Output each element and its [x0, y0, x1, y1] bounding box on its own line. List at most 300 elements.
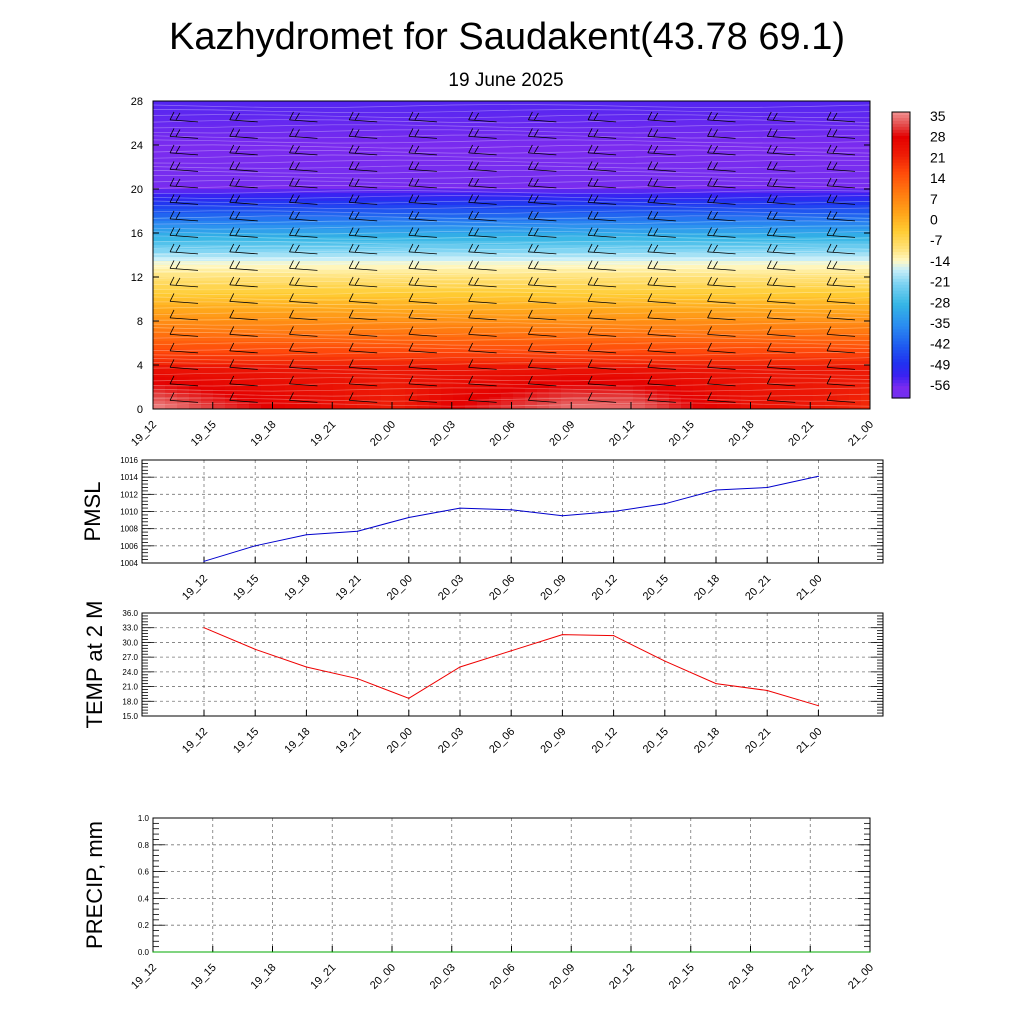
- temp-cell: [393, 373, 406, 378]
- temp-cell: [681, 177, 694, 182]
- temp-cell: [393, 181, 406, 186]
- temp-cell: [273, 101, 286, 106]
- temp-cell: [765, 325, 778, 330]
- temp-cell: [645, 173, 658, 178]
- temp-cell: [753, 305, 766, 310]
- temp-cell: [165, 237, 178, 242]
- temp-cell: [453, 329, 466, 334]
- temp-cell: [237, 313, 250, 318]
- temp-cell: [801, 233, 814, 238]
- temp-cell: [741, 373, 754, 378]
- temp-cell: [393, 389, 406, 394]
- temp-cell: [381, 253, 394, 258]
- temp-cell: [393, 253, 406, 258]
- temp-cell: [429, 209, 442, 214]
- temp-cell: [801, 225, 814, 230]
- temp-cell: [501, 193, 514, 198]
- temp-cell: [561, 353, 574, 358]
- temp-cell: [561, 125, 574, 130]
- temp-cell: [525, 205, 538, 210]
- temp-cell: [249, 373, 262, 378]
- temp-cell: [585, 345, 598, 350]
- temp-cell: [633, 285, 646, 290]
- temp-cell: [417, 341, 430, 346]
- temp-cell: [861, 313, 874, 318]
- chart-title: Kazhydromet for Saudakent(43.78 69.1): [169, 16, 845, 58]
- temp-cell: [345, 189, 358, 194]
- temp-cell: [381, 225, 394, 230]
- temp-cell: [393, 245, 406, 250]
- temp-cell: [765, 309, 778, 314]
- temp-cell: [369, 177, 382, 182]
- temp-cell: [309, 213, 322, 218]
- temp-cell: [249, 221, 262, 226]
- temp-cell: [225, 381, 238, 386]
- temp-cell: [417, 229, 430, 234]
- temp-cell: [429, 161, 442, 166]
- temp-cell: [441, 305, 454, 310]
- temp-cell: [837, 237, 850, 242]
- temp-cell: [657, 341, 670, 346]
- temp-cell: [441, 369, 454, 374]
- temp-cell: [813, 177, 826, 182]
- temp-cell: [249, 245, 262, 250]
- temp-cell: [237, 181, 250, 186]
- temp-cell: [669, 357, 682, 362]
- temp-cell: [177, 309, 190, 314]
- temp-cell: [321, 165, 334, 170]
- temp-cell: [225, 357, 238, 362]
- temp-cell: [693, 213, 706, 218]
- temp-cell: [633, 241, 646, 246]
- temp-cell: [525, 401, 538, 406]
- temp-cell: [489, 209, 502, 214]
- temp-cell: [669, 197, 682, 202]
- temp-cell: [621, 277, 634, 282]
- temp-cell: [321, 325, 334, 330]
- temp-cell: [429, 173, 442, 178]
- temp-cell: [477, 377, 490, 382]
- temp-cell: [369, 273, 382, 278]
- temp-cell: [789, 325, 802, 330]
- temp-cell: [861, 209, 874, 214]
- temp-cell: [741, 133, 754, 138]
- temp-cell: [621, 149, 634, 154]
- temp-cell: [561, 169, 574, 174]
- temp-cell: [465, 369, 478, 374]
- temp-cell: [249, 133, 262, 138]
- temp-cell: [717, 101, 730, 106]
- temp-cell: [525, 185, 538, 190]
- temp-cell: [609, 189, 622, 194]
- temp-cell: [717, 193, 730, 198]
- temp-cell: [801, 141, 814, 146]
- temp-cell: [477, 165, 490, 170]
- temp-cell: [249, 177, 262, 182]
- temp-cell: [585, 221, 598, 226]
- temp-cell: [765, 385, 778, 390]
- temp-cell: [693, 249, 706, 254]
- temp-cell: [597, 237, 610, 242]
- temp-cell: [369, 277, 382, 282]
- temp-cell: [357, 293, 370, 298]
- temp-cell: [813, 189, 826, 194]
- temp-cell: [573, 245, 586, 250]
- temp-cell: [393, 257, 406, 262]
- temp-cell: [681, 317, 694, 322]
- temp-cell: [777, 129, 790, 134]
- temp-cell: [801, 181, 814, 186]
- temp-cell: [441, 313, 454, 318]
- temp-cell: [633, 105, 646, 110]
- temp-cell: [285, 373, 298, 378]
- temp-cell: [201, 293, 214, 298]
- temp-cell: [597, 229, 610, 234]
- temp-cell: [393, 381, 406, 386]
- temp-cell: [273, 237, 286, 242]
- temp-cell: [501, 169, 514, 174]
- temp-cell: [189, 369, 202, 374]
- temp-cell: [249, 397, 262, 402]
- temp-cell: [801, 317, 814, 322]
- temp-cell: [213, 113, 226, 118]
- temp-cell: [597, 101, 610, 106]
- temp-cell: [153, 393, 166, 398]
- temp-cell: [669, 261, 682, 266]
- temp-cell: [657, 157, 670, 162]
- temp-cell: [741, 349, 754, 354]
- temp-cell: [369, 125, 382, 130]
- temp-cell: [309, 309, 322, 314]
- temp-cell: [273, 329, 286, 334]
- temp-cell: [849, 249, 862, 254]
- temp-cell: [453, 373, 466, 378]
- temp-cell: [393, 293, 406, 298]
- temp-cell: [717, 341, 730, 346]
- temp-cell: [789, 181, 802, 186]
- temp-cell: [405, 353, 418, 358]
- temp-cell: [165, 253, 178, 258]
- temp-cell: [729, 117, 742, 122]
- temp-cell: [825, 225, 838, 230]
- temp-cell: [801, 377, 814, 382]
- temp-cell: [153, 225, 166, 230]
- temp-cell: [705, 313, 718, 318]
- temp-cell: [189, 381, 202, 386]
- temp-cell: [561, 269, 574, 274]
- temp-cell: [585, 273, 598, 278]
- temp-cell: [717, 205, 730, 210]
- temp-cell: [621, 105, 634, 110]
- temp-cell: [813, 241, 826, 246]
- temp-cell: [633, 149, 646, 154]
- temp-cell: [705, 345, 718, 350]
- temp-cell: [405, 289, 418, 294]
- temp-cell: [153, 125, 166, 130]
- temp-cell: [837, 169, 850, 174]
- temp-cell: [801, 149, 814, 154]
- temp-cell: [789, 221, 802, 226]
- temp-cell: [657, 357, 670, 362]
- temp-cell: [273, 233, 286, 238]
- temp-cell: [261, 121, 274, 126]
- temp-cell: [621, 209, 634, 214]
- temp-cell: [561, 249, 574, 254]
- temp-cell: [261, 213, 274, 218]
- temp-cell: [441, 329, 454, 334]
- temp-cell: [453, 185, 466, 190]
- temp-cell: [249, 181, 262, 186]
- temp-cell: [717, 165, 730, 170]
- temp-cell: [729, 321, 742, 326]
- temp-cell: [429, 265, 442, 270]
- temp-cell: [801, 161, 814, 166]
- temp-cell: [429, 229, 442, 234]
- temp-cell: [165, 125, 178, 130]
- temp-cell: [429, 101, 442, 106]
- temp-cell: [345, 221, 358, 226]
- temp-cell: [465, 289, 478, 294]
- temp-cell: [429, 197, 442, 202]
- temp-cell: [549, 153, 562, 158]
- temp-cell: [849, 325, 862, 330]
- temp-cell: [213, 285, 226, 290]
- temp-cell: [801, 193, 814, 198]
- temp-cell: [537, 353, 550, 358]
- temp-cell: [573, 321, 586, 326]
- temp-cell: [801, 337, 814, 342]
- temp-cell: [825, 173, 838, 178]
- temp-cell: [153, 401, 166, 406]
- temp-cell: [861, 173, 874, 178]
- temp-cell: [525, 369, 538, 374]
- temp-cell: [333, 133, 346, 138]
- temp-cell: [645, 105, 658, 110]
- temp-cell: [741, 193, 754, 198]
- temp-cell: [561, 285, 574, 290]
- temp-cell: [501, 265, 514, 270]
- temp-cell: [333, 397, 346, 402]
- temp-cell: [669, 277, 682, 282]
- temp-cell: [273, 257, 286, 262]
- temp-cell: [189, 241, 202, 246]
- temp-cell: [249, 293, 262, 298]
- temp-cell: [789, 101, 802, 106]
- temp-cell: [501, 297, 514, 302]
- temp-cell: [369, 141, 382, 146]
- temp-cell: [381, 293, 394, 298]
- temp-cell: [285, 237, 298, 242]
- temp-cell: [537, 157, 550, 162]
- temp-cell: [825, 369, 838, 374]
- temp-cell: [261, 117, 274, 122]
- temp-cell: [273, 309, 286, 314]
- temp-cell: [381, 381, 394, 386]
- temp-cell: [801, 165, 814, 170]
- temp-cell: [561, 305, 574, 310]
- temp-cell: [489, 129, 502, 134]
- temp-cell: [405, 253, 418, 258]
- temp-cell: [357, 173, 370, 178]
- temp-cell: [453, 369, 466, 374]
- temp-cell: [165, 325, 178, 330]
- temp-cell: [741, 221, 754, 226]
- temp-cell: [189, 221, 202, 226]
- temp-cell: [309, 381, 322, 386]
- temp-cell: [429, 145, 442, 150]
- temp-cell: [549, 361, 562, 366]
- temp-cell: [693, 141, 706, 146]
- temp-cell: [717, 261, 730, 266]
- temp-cell: [429, 109, 442, 114]
- temp-cell: [669, 361, 682, 366]
- temp-cell: [645, 345, 658, 350]
- temp-cell: [741, 253, 754, 258]
- temp-cell: [381, 233, 394, 238]
- temp-cell: [813, 161, 826, 166]
- temp-cell: [225, 253, 238, 258]
- temp-cell: [549, 201, 562, 206]
- temp-cell: [429, 389, 442, 394]
- temp-cell: [501, 205, 514, 210]
- temp-cell: [465, 257, 478, 262]
- temp-cell: [489, 177, 502, 182]
- temp-cell: [741, 381, 754, 386]
- temp-cell: [309, 397, 322, 402]
- temp-cell: [837, 109, 850, 114]
- temp-cell: [405, 109, 418, 114]
- temp-cell: [561, 209, 574, 214]
- temp-cell: [441, 353, 454, 358]
- temp-cell: [561, 157, 574, 162]
- temp-cell: [573, 261, 586, 266]
- temp-cell: [441, 349, 454, 354]
- temp-cell: [465, 313, 478, 318]
- temp-cell: [741, 277, 754, 282]
- temp-cell: [213, 261, 226, 266]
- temp-cell: [693, 385, 706, 390]
- temp-cell: [849, 353, 862, 358]
- temp-cell: [381, 133, 394, 138]
- temp-cell: [729, 289, 742, 294]
- temp-cell: [405, 389, 418, 394]
- temp-cell: [405, 173, 418, 178]
- temp-cell: [717, 145, 730, 150]
- temp-cell: [189, 181, 202, 186]
- temp-cell: [261, 365, 274, 370]
- temp-cell: [537, 221, 550, 226]
- temp-cell: [813, 125, 826, 130]
- temp-cell: [405, 269, 418, 274]
- temp-cell: [261, 305, 274, 310]
- temp-cell: [405, 237, 418, 242]
- temp-cell: [153, 153, 166, 158]
- temp-cell: [453, 293, 466, 298]
- temp-cell: [825, 189, 838, 194]
- temp-cell: [861, 289, 874, 294]
- temp-cell: [321, 385, 334, 390]
- temp-cell: [501, 237, 514, 242]
- temp-cell: [789, 197, 802, 202]
- temp-cell: [237, 101, 250, 106]
- temp-cell: [261, 313, 274, 318]
- temp-cell: [417, 325, 430, 330]
- temp-cell: [549, 113, 562, 118]
- temp-cell: [333, 401, 346, 406]
- temp-cell: [669, 153, 682, 158]
- temp-cell: [813, 193, 826, 198]
- temp-cell: [645, 337, 658, 342]
- temp-cell: [321, 229, 334, 234]
- temp-cell: [261, 373, 274, 378]
- temp-cell: [309, 157, 322, 162]
- temp-cell: [189, 397, 202, 402]
- temp-cell: [297, 341, 310, 346]
- temp-cell: [669, 149, 682, 154]
- temp-cell: [177, 101, 190, 106]
- temp-cell: [657, 109, 670, 114]
- temp-cell: [681, 385, 694, 390]
- temp-cell: [561, 365, 574, 370]
- temp-cell: [477, 189, 490, 194]
- temp-cell: [693, 365, 706, 370]
- temp-cell: [813, 221, 826, 226]
- temp-cell: [609, 113, 622, 118]
- temp-cell: [801, 353, 814, 358]
- temp-cell: [321, 297, 334, 302]
- temp-cell: [237, 197, 250, 202]
- temp-cell: [657, 229, 670, 234]
- temp-cell: [705, 309, 718, 314]
- temp-cell: [381, 273, 394, 278]
- temp-cell: [441, 233, 454, 238]
- temp-cell: [225, 193, 238, 198]
- temp-cell: [693, 101, 706, 106]
- temp-cell: [489, 249, 502, 254]
- temp-cell: [813, 261, 826, 266]
- temp-cell: [513, 385, 526, 390]
- temp-cell: [669, 325, 682, 330]
- temp-cell: [501, 121, 514, 126]
- temp-cell: [717, 241, 730, 246]
- temp-cell: [825, 337, 838, 342]
- temp-cell: [417, 205, 430, 210]
- temp-cell: [693, 373, 706, 378]
- temp-cell: [441, 293, 454, 298]
- temp-cell: [501, 129, 514, 134]
- temp-cell: [261, 173, 274, 178]
- temp-cell: [489, 313, 502, 318]
- temp-cell: [789, 105, 802, 110]
- temp-cell: [513, 237, 526, 242]
- temp-cell: [153, 349, 166, 354]
- temp-cell: [417, 237, 430, 242]
- temp-cell: [573, 201, 586, 206]
- temp-cell: [393, 225, 406, 230]
- temp-cell: [369, 241, 382, 246]
- temp-cell: [549, 105, 562, 110]
- temp-cell: [789, 293, 802, 298]
- temp-cell: [153, 333, 166, 338]
- temp-cell: [165, 373, 178, 378]
- temp-cell: [321, 289, 334, 294]
- temp-cell: [621, 345, 634, 350]
- temp-cell: [801, 209, 814, 214]
- temp-cell: [321, 241, 334, 246]
- temp-cell: [657, 325, 670, 330]
- temp-cell: [465, 241, 478, 246]
- temp-cell: [465, 373, 478, 378]
